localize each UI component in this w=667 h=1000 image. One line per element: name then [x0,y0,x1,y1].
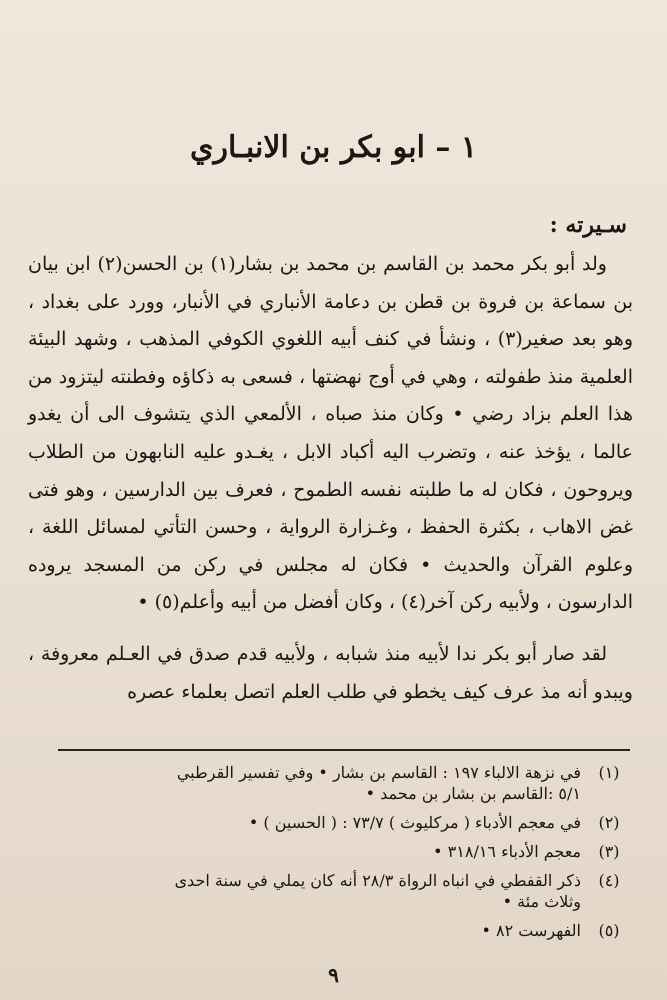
footnote-text [37,841,581,862]
page-number: ٩ [328,963,339,987]
footnote-divider [58,749,630,751]
footnote-line: معجم الأدباء ٣١٨/١٦ • [433,842,581,861]
footnote [37,762,637,804]
paragraph: ولد أبو بكر محمد بن القاسم بن محمد بن بشار(١) بن الحسن(٢) ابن بيان بن سماعة بن فروة بن قطن بن دعامة الأنباري في الأنبار، وورد على بغداد ، وهو بعد صغير(٣) ، ونشأ في كنف أبيه اللغوي الكوفي المذهب ، وشهد البيئة العلمية منذ طفولته ، وهي في أوج نهضتها ، فسعى به ذكاؤه وفطنته ليتزود من هذا العلم بزاد رضي • وكان منذ صباه ، الألمعي الذي يتشوف الى أن يغدو عالما ، يؤخذ عنه ، وتضرب اليه أكباد الابل ، يغـدو عليه النابهون من الطلاب ويروحون ، فكان له ما طلبته نفسه الطموح ، فعرف بين الدارسين ، وهو فتى غض الاهاب ، بكثرة الحفظ ، وغـزارة الرواية ، وحسن التأتي لمسائل اللغة ، وعلوم القرآن والحديث • فكان له مجلس في ركن من المسجد يروده الدارسون ، ولأبيه ركن آخر(٤) ، وكان أفضل من أبيه وأعلم(٥) • [28,253,634,614]
paragraph: لقد صار أبو بكر ندا لأبيه منذ شبابه ، ولأبيه قدم صدق في العـلم معروفة ، ويبدو أنه مذ عرف كيف يخطو في طلب العلم اتصل بعلماء عصره [28,642,633,703]
footnote-number: (٢) [598,813,620,832]
footnote-number: (١) [598,763,620,782]
footnote-text [37,762,581,804]
footnote-line: الفهرست ٨٢ • [481,921,581,940]
footnote-line: وثلاث مئة • [502,892,581,911]
footnote [37,920,637,941]
footnote-number: (٣) [598,842,620,861]
footnote-line: ذكر القفطي في انباه الرواة ٢٨/٣ أنه كان يملي في سنة احدى [174,871,581,890]
footnote [37,812,637,833]
footnote-text [37,812,581,833]
footnote-text [37,870,581,912]
footnote [37,841,637,862]
footnote-number: (٤) [598,871,620,890]
footnote-text [37,920,581,941]
footnotes [37,762,637,949]
footnote [37,870,637,912]
section-heading: سـيرته : [549,212,627,238]
footnote-line: في نزهة الالباء ١٩٧ : القاسم بن بشار • وفي تفسير القرطبي [176,763,581,782]
footnote-line: في معجم الأدباء ( مركليوث ) ٧٣/٧ : ( الحسين ) • [248,813,581,832]
footnote-line: ٥/١ :القاسم بن بشار بن محمد • [365,784,581,803]
chapter-title: ١ – ابو بكر بن الانبـاري [190,130,477,165]
footnote-number: (٥) [598,921,620,940]
body-text [28,246,633,711]
